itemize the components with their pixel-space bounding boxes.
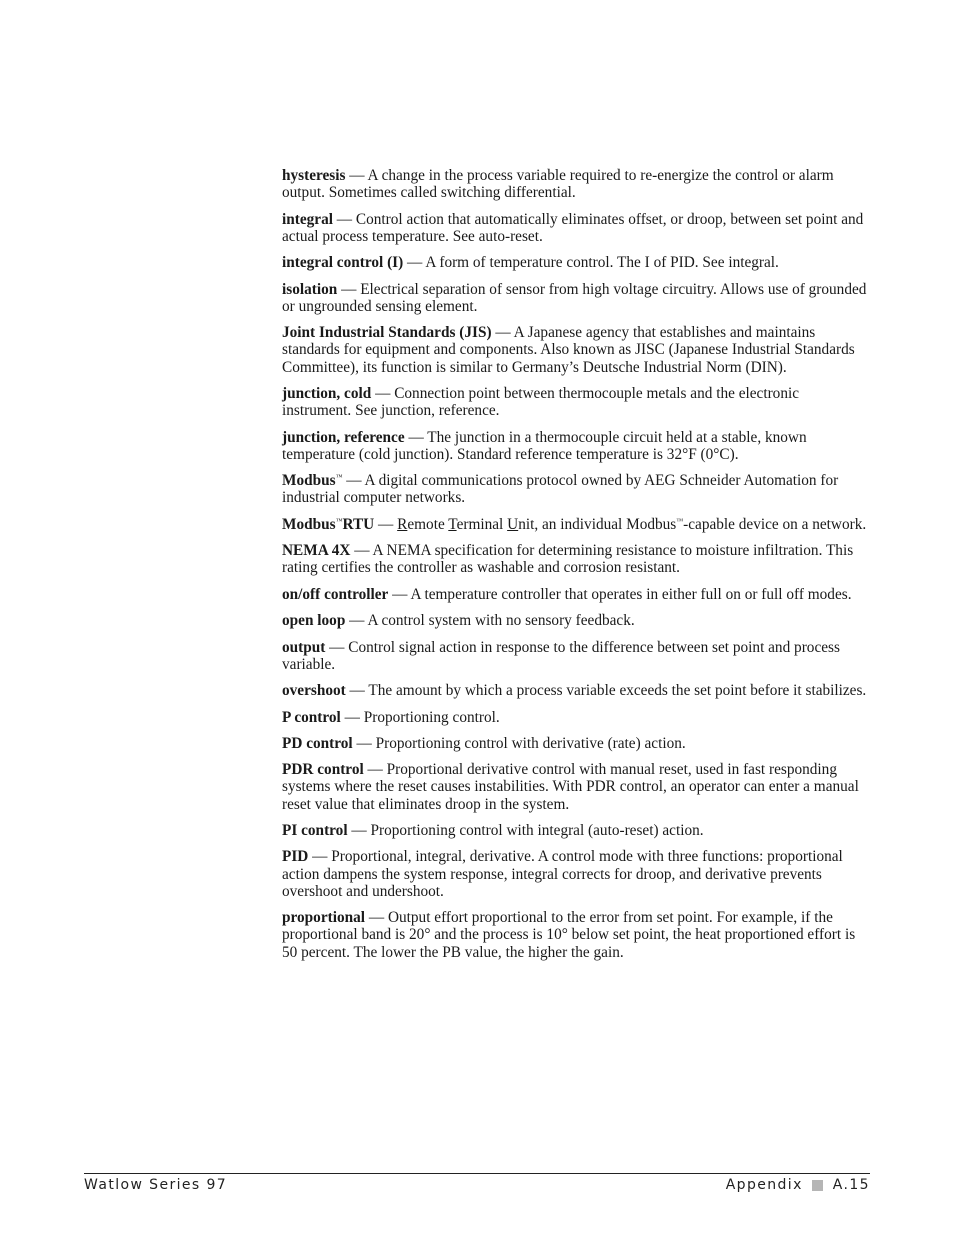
glossary-definition-part: nit, an individual Modbus bbox=[518, 515, 677, 533]
glossary-entry-pd-control bbox=[282, 735, 870, 752]
glossary-term: Modbus bbox=[282, 515, 336, 533]
glossary-entry-overshoot bbox=[282, 682, 870, 699]
glossary-entry-output bbox=[282, 639, 870, 673]
underlined-letter-t: T bbox=[448, 515, 457, 533]
glossary-entry-pdr-control bbox=[282, 761, 870, 813]
footer-page-number: A.15 bbox=[832, 1177, 870, 1193]
trademark-mark: ™ bbox=[335, 473, 343, 482]
glossary-entry-pid bbox=[282, 848, 870, 900]
glossary-entry-jis bbox=[282, 324, 870, 376]
glossary-definition-part: emote bbox=[407, 515, 449, 533]
glossary-term: output bbox=[282, 638, 326, 656]
glossary-entry-open-loop bbox=[282, 612, 870, 629]
glossary-definition: — A temperature controller that operates in either full on or full off modes. bbox=[388, 585, 852, 603]
glossary-definition: — The junction in a thermocouple circuit held at a stable, known temperature (cold junction). Standard reference temperature is 32°F (0°C). bbox=[282, 428, 807, 463]
glossary-term: integral bbox=[282, 210, 333, 228]
glossary-entry-hysteresis bbox=[282, 167, 870, 201]
glossary-entry-proportional bbox=[282, 909, 870, 961]
footer-section-label: Appendix bbox=[725, 1177, 803, 1193]
glossary-entry-nema-4x bbox=[282, 542, 870, 576]
glossary-term: PID bbox=[282, 848, 309, 866]
trademark-mark: ™ bbox=[676, 516, 684, 525]
glossary-term: Joint Industrial Standards (JIS) bbox=[282, 324, 492, 342]
glossary-entry-modbus-rtu bbox=[282, 516, 870, 533]
glossary-definition: — Control signal action in response to the difference between set point and process variable. bbox=[282, 638, 840, 673]
underlined-letter-u: U bbox=[507, 515, 519, 533]
footer-separator-square bbox=[812, 1180, 823, 1191]
glossary-term: P control bbox=[282, 708, 341, 726]
glossary-entry-isolation bbox=[282, 281, 870, 315]
glossary-term: Modbus bbox=[282, 472, 336, 490]
glossary-term: PI control bbox=[282, 822, 348, 840]
glossary-term: PD control bbox=[282, 734, 353, 752]
glossary-definition: — Proportioning control. bbox=[340, 708, 500, 726]
underlined-letter-r: R bbox=[397, 515, 408, 533]
glossary-term: integral control (I) bbox=[282, 254, 404, 272]
glossary-definition-part: erminal bbox=[456, 515, 508, 533]
glossary-definition: — Output effort proportional to the error from set point. For example, if the proportional band is 20° and the process is 10° below set point, the heat proportioned effort is 50 percent. The lower the PB value, the higher the gain. bbox=[282, 909, 856, 961]
glossary-term: junction, reference bbox=[282, 428, 405, 446]
glossary-definition: — Proportional, integral, derivative. A control mode with three functions: proportional action dampens the system response, integral corrects for droop, and derivative prevents overshoot and undershoot. bbox=[282, 848, 843, 900]
glossary-definition: — Electrical separation of sensor from high voltage circuitry. Allows use of grounded or ungrounded sensing element. bbox=[282, 280, 867, 315]
glossary-entry-junction-cold bbox=[282, 385, 870, 419]
glossary-definition: — A NEMA specification for determining resistance to moisture infiltration. This rating certifies the controller as washable and corrosion resistant. bbox=[282, 542, 854, 577]
glossary-definition: — A digital communications protocol owned by AEG Schneider Automation for industrial computer networks. bbox=[282, 472, 839, 507]
glossary-definition: — A form of temperature control. The I of PID. See integral. bbox=[403, 254, 779, 272]
glossary-definition: — Proportioning control with derivative (rate) action. bbox=[352, 734, 686, 752]
glossary-term: hysteresis bbox=[282, 167, 346, 184]
glossary-entry-integral-control bbox=[282, 254, 870, 271]
glossary-term: junction, cold bbox=[282, 384, 372, 402]
glossary-term: overshoot bbox=[282, 682, 346, 700]
glossary-entry-junction-reference bbox=[282, 429, 870, 463]
trademark-mark: ™ bbox=[335, 516, 343, 525]
glossary-definition: — Connection point between thermocouple metals and the electronic instrument. See junction, reference. bbox=[282, 384, 800, 420]
glossary-term: proportional bbox=[282, 909, 366, 927]
footer-divider bbox=[84, 1173, 870, 1174]
glossary-definition: — The amount by which a process variable exceeds the set point before it stabilizes. bbox=[345, 682, 867, 700]
glossary-term: on/off controller bbox=[282, 585, 389, 603]
glossary-entry-p-control bbox=[282, 709, 870, 726]
footer-page-info bbox=[726, 1177, 870, 1193]
glossary-term: PDR control bbox=[282, 761, 364, 779]
glossary-entry-modbus bbox=[282, 472, 870, 506]
glossary-definition-part: -capable device on a network. bbox=[683, 515, 867, 533]
glossary-entry-integral bbox=[282, 211, 870, 245]
glossary-term: NEMA 4X bbox=[282, 542, 351, 560]
glossary-definition: — Proportioning control with integral (auto-reset) action. bbox=[347, 822, 704, 840]
glossary-definition: — A Japanese agency that establishes and maintains standards for equipment and components. Also known as JISC (Japanese Industrial Standards Committee), its function is similar to Germany’s Deutsche Industrial Norm (DIN). bbox=[282, 324, 855, 376]
glossary-list bbox=[282, 167, 870, 970]
glossary-term-suffix: RTU bbox=[342, 515, 375, 533]
glossary-definition: — A control system with no sensory feedback. bbox=[345, 612, 635, 630]
footer-document-title: Watlow Series 97 bbox=[84, 1177, 228, 1193]
glossary-term: open loop bbox=[282, 612, 346, 630]
glossary-entry-on-off-controller bbox=[282, 586, 870, 603]
glossary-definition-part: — bbox=[374, 515, 398, 533]
glossary-definition: — Control action that automatically eliminates offset, or droop, between set point and actual process temperature. See auto-reset. bbox=[282, 210, 864, 245]
glossary-definition: — A change in the process variable required to re-energize the control or alarm output. Sometimes called switching differential. bbox=[282, 167, 834, 202]
glossary-term: isolation bbox=[282, 280, 338, 298]
glossary-entry-pi-control bbox=[282, 822, 870, 839]
glossary-definition: — Proportional derivative control with manual reset, used in fast responding systems where the reset causes instabilities. With PDR control, an operator can enter a manual reset value that eliminates droop in the system. bbox=[282, 761, 859, 813]
